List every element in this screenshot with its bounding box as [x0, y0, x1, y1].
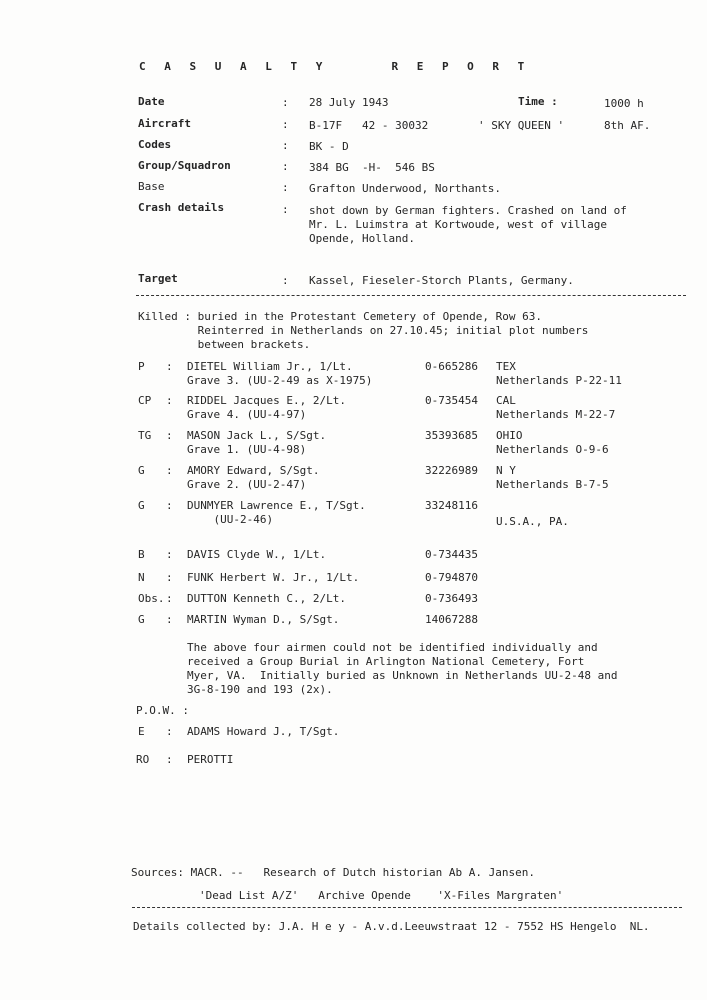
crew-state: OHIO: [496, 429, 523, 442]
base-value: Grafton Underwood, Northants.: [309, 182, 502, 195]
killed-intro-line: Reinterred in Netherlands on 27.10.45; initial plot numbers: [138, 324, 589, 337]
crew-detail: Grave 2. (UU-2-47): [187, 478, 307, 491]
colon: :: [282, 203, 289, 216]
crew-name: AMORY Edward, S/Sgt.: [187, 464, 320, 477]
killed-intro-line: between brackets.: [138, 338, 311, 351]
crew-serial: 0-665286: [425, 360, 478, 373]
footer-details: Details collected by: J.A. H e y - A.v.d.Leeuwstraat 12 - 7552 HS Hengelo NL.: [133, 920, 650, 933]
sources-line: Sources: MACR. -- Research of Dutch historian Ab A. Jansen.: [131, 866, 535, 879]
colon: :: [282, 96, 289, 109]
crash-line: shot down by German fighters. Crashed on land of: [309, 204, 627, 217]
target-label: Target: [138, 272, 178, 285]
group-note-line: Myer, VA. Initially buried as Unknown in Netherlands UU-2-48 and: [187, 669, 618, 682]
aircraft-value: B-17F 42 - 30032: [309, 119, 429, 132]
crew-name: DIETEL William Jr., 1/Lt.: [187, 360, 353, 373]
crew-name: RIDDEL Jacques E., 2/Lt.: [187, 394, 346, 407]
crash-label: Crash details: [138, 201, 225, 214]
crew-grave: Netherlands B-7-5: [496, 478, 609, 491]
crew-name: MASON Jack L., S/Sgt.: [187, 429, 327, 442]
colon: :: [166, 753, 173, 766]
colon: :: [166, 464, 173, 477]
time-label: Time :: [518, 95, 558, 108]
crew-grave: Netherlands P-22-11: [496, 374, 622, 387]
pow-position: RO: [136, 753, 150, 766]
colon: :: [166, 548, 173, 561]
colon: :: [166, 592, 173, 605]
target-value: Kassel, Fieseler-Storch Plants, Germany.: [309, 274, 574, 287]
crew-position: P: [138, 360, 145, 373]
group-note-line: The above four airmen could not be identified individually and: [187, 641, 598, 654]
crew-serial: 0-734435: [425, 548, 478, 561]
crew-serial: 14067288: [425, 613, 478, 626]
colon: :: [166, 360, 173, 373]
aircraft-name: ' SKY QUEEN ': [478, 119, 565, 132]
codes-label: Codes: [138, 138, 172, 151]
base-label: Base: [138, 180, 165, 193]
crew-detail: Grave 3. (UU-2-49 as X-1975): [187, 374, 373, 387]
crew-serial: 0-794870: [425, 571, 478, 584]
crew-name: MARTIN Wyman D., S/Sgt.: [187, 613, 340, 626]
crew-position: G: [138, 613, 145, 626]
crew-position: N: [138, 571, 145, 584]
sources-line: 'Dead List A/Z' Archive Opende 'X-Files Margraten': [199, 889, 564, 902]
colon: :: [282, 274, 289, 287]
crew-serial: 33248116: [425, 499, 478, 512]
crew-position: B: [138, 548, 145, 561]
crew-position: CP: [138, 394, 152, 407]
colon: :: [166, 429, 173, 442]
group-label: Group/Squadron: [138, 159, 231, 172]
crew-serial: 0-735454: [425, 394, 478, 407]
crew-position: G: [138, 499, 145, 512]
colon: :: [282, 160, 289, 173]
crew-serial: 32226989: [425, 464, 478, 477]
crash-line: Opende, Holland.: [309, 232, 415, 245]
crew-state: N Y: [496, 464, 516, 477]
killed-intro-line: Killed : buried in the Protestant Cemetery of Opende, Row 63.: [138, 310, 542, 323]
divider: [132, 907, 682, 908]
crew-name: DUNMYER Lawrence E., T/Sgt.: [187, 499, 366, 512]
crew-name: DAVIS Clyde W., 1/Lt.: [187, 548, 327, 561]
group-value: 384 BG -H- 546 BS: [309, 161, 435, 174]
divider: [136, 295, 686, 296]
crew-detail: (UU-2-46): [187, 513, 274, 526]
aircraft-label: Aircraft: [138, 117, 191, 130]
colon: :: [166, 499, 173, 512]
crew-state: TEX: [496, 360, 516, 373]
colon: :: [282, 181, 289, 194]
crew-detail: Grave 1. (UU-4-98): [187, 443, 307, 456]
colon: :: [166, 571, 173, 584]
crew-position: Obs.: [138, 592, 165, 605]
crew-serial: 35393685: [425, 429, 478, 442]
crash-line: Mr. L. Luimstra at Kortwoude, west of village: [309, 218, 608, 231]
time-value: 1000 h: [604, 97, 644, 110]
colon: :: [166, 394, 173, 407]
date-value: 28 July 1943: [309, 96, 389, 109]
pow-name: PEROTTI: [187, 753, 234, 766]
crew-serial: 0-736493: [425, 592, 478, 605]
group-note-line: 3G-8-190 and 193 (2x).: [187, 683, 333, 696]
group-note-line: received a Group Burial in Arlington National Cemetery, Fort: [187, 655, 585, 668]
crew-name: DUTTON Kenneth C., 2/Lt.: [187, 592, 346, 605]
air-force: 8th AF.: [604, 119, 651, 132]
colon: :: [166, 613, 173, 626]
crew-name: FUNK Herbert W. Jr., 1/Lt.: [187, 571, 360, 584]
colon: :: [166, 725, 173, 738]
date-label: Date: [138, 95, 165, 108]
crew-grave: U.S.A., PA.: [496, 515, 569, 528]
crew-detail: Grave 4. (UU-4-97): [187, 408, 307, 421]
colon: :: [282, 118, 289, 131]
crew-grave: Netherlands O-9-6: [496, 443, 609, 456]
crew-grave: Netherlands M-22-7: [496, 408, 616, 421]
pow-label: P.O.W. :: [136, 704, 189, 717]
report-title: C A S U A L T Y R E P O R T: [139, 60, 531, 73]
pow-position: E: [138, 725, 145, 738]
crew-position: G: [138, 464, 145, 477]
crew-state: CAL: [496, 394, 516, 407]
colon: :: [282, 139, 289, 152]
codes-value: BK - D: [309, 140, 349, 153]
pow-name: ADAMS Howard J., T/Sgt.: [187, 725, 340, 738]
crew-position: TG: [138, 429, 152, 442]
